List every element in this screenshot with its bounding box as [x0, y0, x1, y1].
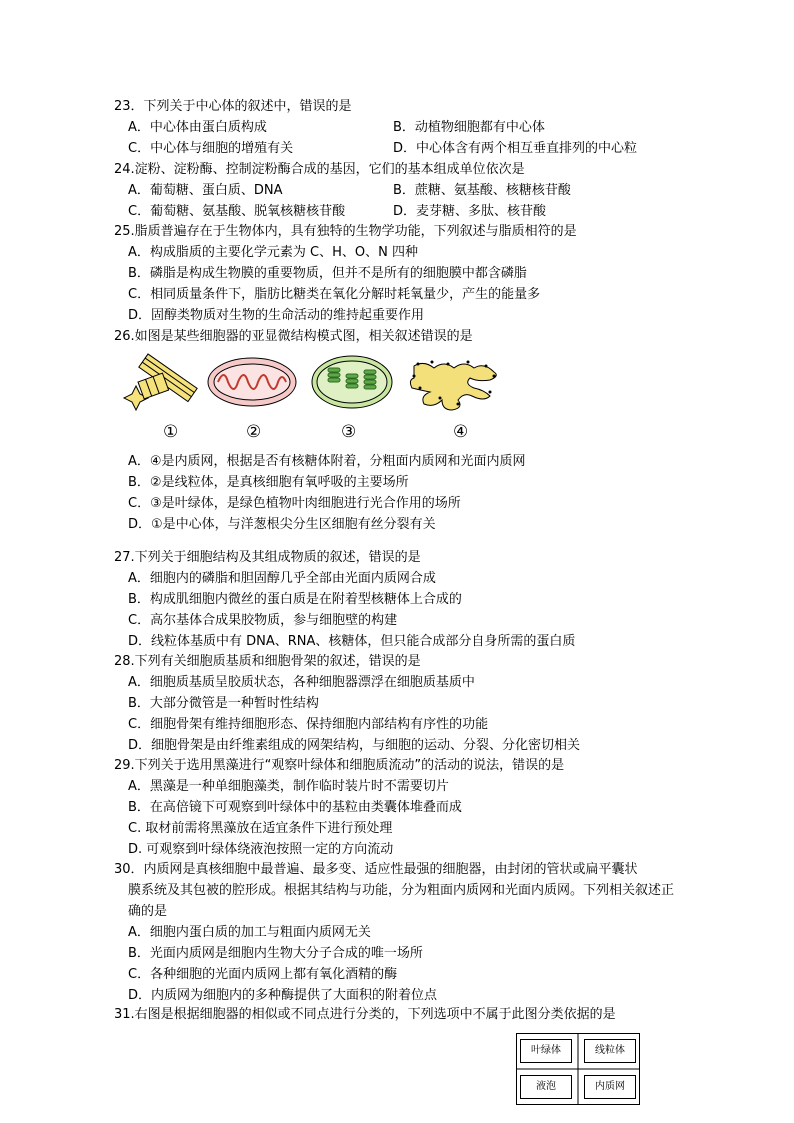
- q26-option-a: A．④是内质网，根据是否有核糖体附着，分粗面内质网和光面内质网: [128, 454, 526, 469]
- q25-option-c: C．相同质量条件下，脂肪比糖类在氧化分解时耗氧量少，产生的能量多: [128, 287, 541, 302]
- q23-option-a: A．中心体由蛋白质构成: [128, 120, 267, 135]
- q27-option-a: A．细胞内的磷脂和胆固醇几乎全部由光面内质网合成: [128, 571, 436, 586]
- q24-option-b: B．蔗糖、氨基酸、核糖核苷酸: [393, 183, 571, 198]
- grid-cell-mitochondrion: 线粒体: [584, 1039, 636, 1063]
- q31-stem: 31.右图是根据细胞器的相似或不同点进行分类的，下列选项中不属于此图分类依据的是: [114, 1007, 616, 1022]
- organelle-figure: [118, 352, 538, 452]
- q28-stem: 28.下列有关细胞质基质和细胞骨架的叙述，错误的是: [114, 654, 421, 669]
- q26-option-d: D．①是中心体，与洋葱根尖分生区细胞有丝分裂有关: [128, 517, 436, 532]
- q24-option-c: C．葡萄糖、氨基酸、脱氧核糖核苷酸: [128, 204, 346, 219]
- q30-stem-line-1: 30．内质网是真核细胞中最普遍、最多变、适应性最强的细胞器，由封闭的管状或扁平囊状: [114, 862, 638, 877]
- figure-label-2: ②: [246, 422, 262, 442]
- q28-option-b: B．大部分微管是一种暂时性结构: [128, 696, 319, 711]
- q29-option-b: B．在高倍镜下可观察到叶绿体中的基粒由类囊体堆叠而成: [128, 800, 462, 815]
- q27-option-c: C．高尔基体合成果胶物质，参与细胞壁的构建: [128, 613, 398, 628]
- grid-cell-er: 内质网: [584, 1075, 636, 1099]
- figure-label-4: ④: [453, 422, 469, 442]
- q24-option-d: D．麦芽糖、多肽、核苷酸: [393, 204, 547, 219]
- q25-stem: 25.脂质普遍存在于生物体内，具有独特的生物学功能，下列叙述与脂质相符的是: [114, 224, 577, 239]
- q26-option-c: C．③是叶绿体，是绿色植物叶肉细胞进行光合作用的场所: [128, 496, 461, 511]
- figure-label-3: ③: [341, 422, 357, 442]
- q26-option-b: B．②是线粒体，是真核细胞有氧呼吸的主要场所: [128, 475, 409, 490]
- q25-option-d: D．固醇类物质对生物的生命活动的维持起重要作用: [128, 308, 425, 323]
- centriole-drawing: [124, 354, 197, 410]
- er-drawing: [410, 361, 496, 411]
- q28-option-c: C．细胞骨架有维持细胞形态、保持细胞内部结构有序性的功能: [128, 717, 489, 732]
- q30-stem-line-2: 膜系统及其包被的腔形成。根据其结构与功能，分为粗面内质网和光面内质网。下列相关叙述正: [128, 883, 675, 898]
- q30-option-a: A．细胞内蛋白质的加工与粗面内质网无关: [128, 925, 371, 940]
- q23-option-d: D．中心体含有两个相互垂直排列的中心粒: [393, 141, 638, 156]
- figure-label-1: ①: [163, 422, 179, 442]
- q25-option-b: B．磷脂是构成生物膜的重要物质，但并不是所有的细胞膜中都含磷脂: [128, 266, 527, 281]
- q29-option-c: C. 取材前需将黑藻放在适宜条件下进行预处理: [128, 821, 393, 836]
- mitochondrion-drawing: [208, 358, 296, 406]
- organelle-classification-grid: [516, 1033, 640, 1105]
- q30-option-b: B．光面内质网是细胞内生物大分子合成的唯一场所: [128, 946, 423, 961]
- q30-option-c: C．各种细胞的光面内质网上都有氧化酒精的酶: [128, 967, 398, 982]
- q23-option-b: B．动植物细胞都有中心体: [393, 120, 545, 135]
- q27-stem: 27.下列关于细胞结构及其组成物质的叙述，错误的是: [114, 550, 421, 565]
- q29-option-d: D. 可观察到叶绿体绕液泡按照一定的方向流动: [128, 842, 394, 857]
- q30-stem-line-3: 确的是: [128, 904, 168, 919]
- q27-option-d: D．线粒体基质中有 DNA、RNA、核糖体，但只能合成部分自身所需的蛋白质: [128, 634, 576, 649]
- q24-stem: 24.淀粉、淀粉酶、控制淀粉酶合成的基因，它们的基本组成单位依次是: [114, 162, 525, 177]
- q23-stem: 23．下列关于中心体的叙述中，错误的是: [114, 99, 352, 114]
- q30-option-d: D．内质网为细胞内的多种酶提供了大面积的附着位点: [128, 988, 438, 1003]
- chloroplast-drawing: [312, 356, 392, 408]
- q28-option-a: A．细胞质基质呈胶质状态，各种细胞器漂浮在细胞质基质中: [128, 675, 475, 690]
- grid-cell-vacuole: 液泡: [520, 1075, 572, 1099]
- q29-option-a: A．黑藻是一种单细胞藻类，制作临时装片时不需要切片: [128, 779, 449, 794]
- q23-option-c: C．中心体与细胞的增殖有关: [128, 141, 294, 156]
- grid-cell-chloroplast: 叶绿体: [520, 1039, 572, 1063]
- q29-stem: 29.下列关于选用黑藻进行“观察叶绿体和细胞质流动”的活动的说法，错误的是: [114, 758, 565, 773]
- q25-option-a: A．构成脂质的主要化学元素为 C、H、O、N 四种: [128, 245, 418, 260]
- q24-option-a: A．葡萄糖、蛋白质、DNA: [128, 183, 283, 198]
- organelle-illustration: [118, 352, 538, 422]
- q27-option-b: B．构成肌细胞内微丝的蛋白质是在附着型核糖体上合成的: [128, 592, 462, 607]
- q26-stem: 26.如图是某些细胞器的亚显微结构模式图，相关叙述错误的是: [114, 329, 473, 344]
- q28-option-d: D．细胞骨架是由纤维素组成的网架结构，与细胞的运动、分裂、分化密切相关: [128, 738, 581, 753]
